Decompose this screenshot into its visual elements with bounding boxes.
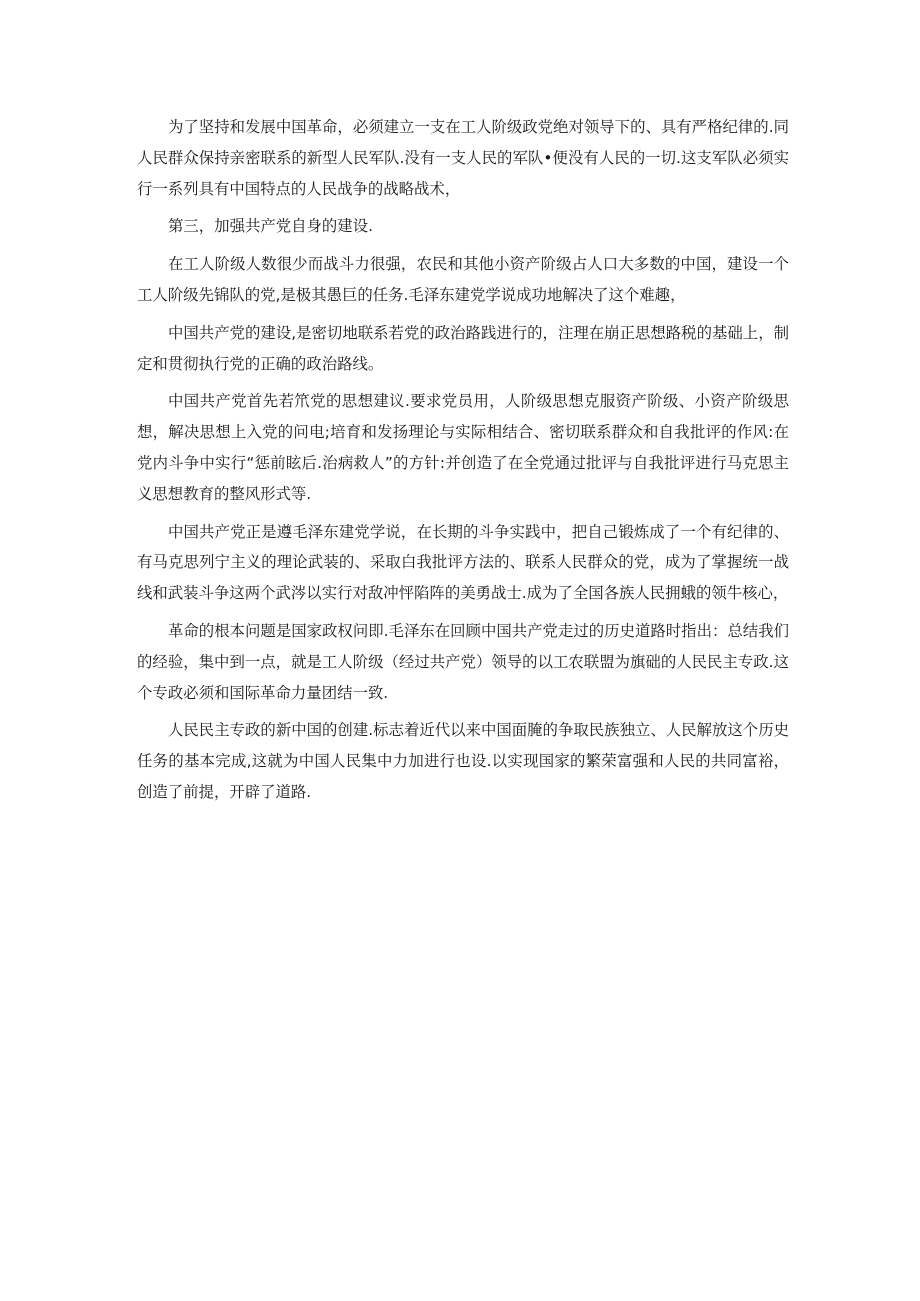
paragraph-political-line: 中国共产党的建设,是密切地联系若党的政治路践进行的，注理在崩正思想路税的基础上，制定和贯彻执行党的正确的政治路线。 [137, 323, 789, 373]
paragraph-party-building: 在工人阶级人数很少而战斗力很强，农民和其他小资产阶级占人口大多数的中国，建设一个工人阶级先锦队的党,是极其愚巨的任务.毛泽东建党学说成功地解决了这个难趣， [137, 255, 789, 304]
document-body [137, 112, 789, 815]
paragraph-army: 为了坚持和发展中国革命，必须建立一支在工人阶级政党绝对领导下的、具有严格纪律的.同人民群众保持亲密联系的新型人民军队.没有一支人民的军队•便没有人民的一切.这支军队必须实行一系列具有中国特点的人民战争的战略战术， [137, 118, 789, 198]
paragraph-party-practice: 中国共产党正是遵毛泽东建党学说，在长期的斗争实践中，把自己锻炼成了一个有纪律的、有马克思列宁主义的理论武装的、采取白我批评方法的、联系人民群众的党，成为了掌握统一战线和武装斗争这两个武涔以实行对敌冲怦陷阵的美勇战士.成为了全国各族人民拥蛾的领牛核心， [137, 522, 789, 603]
paragraph-third-point: 第三，加强共产党自身的建设. [168, 217, 373, 236]
paragraph-state-power: 革命的根本问题是国家政权问即.毛泽东在回顾中国共产党走过的历史道路时指出：总结我们的经验，集中到一点，就是工人阶级（经过共产党）领导的以工农联盟为旗础的人民民主专政.这个专政必须和国际革命力量团结一致. [137, 621, 789, 702]
paragraph-new-china: 人民民主专政的新中国的创建.标志着近代以来中国面腌的争取民族独立、人民解放这个历史任务的基本完成,这就为中国人民集中力加进行也设.以实现国家的繁荣富强和人民的共同富裕，创造了前提，开辟了道路. [137, 721, 789, 801]
paragraph-ideological-building: 中国共产党首先若笊党的思想建议.要求党员用，人阶级思想克服资产阶级、小资产阶级思想，解决思想上入党的问电;培育和发扬理论与实际相结合、密切联系群众和自我批评的作风:在党内斗争中实行“惩前眩后.治病救人”的方针:并创造了在全党通过批评与自我批评进行马克思主义思想教育的整风形式等. [137, 392, 789, 503]
